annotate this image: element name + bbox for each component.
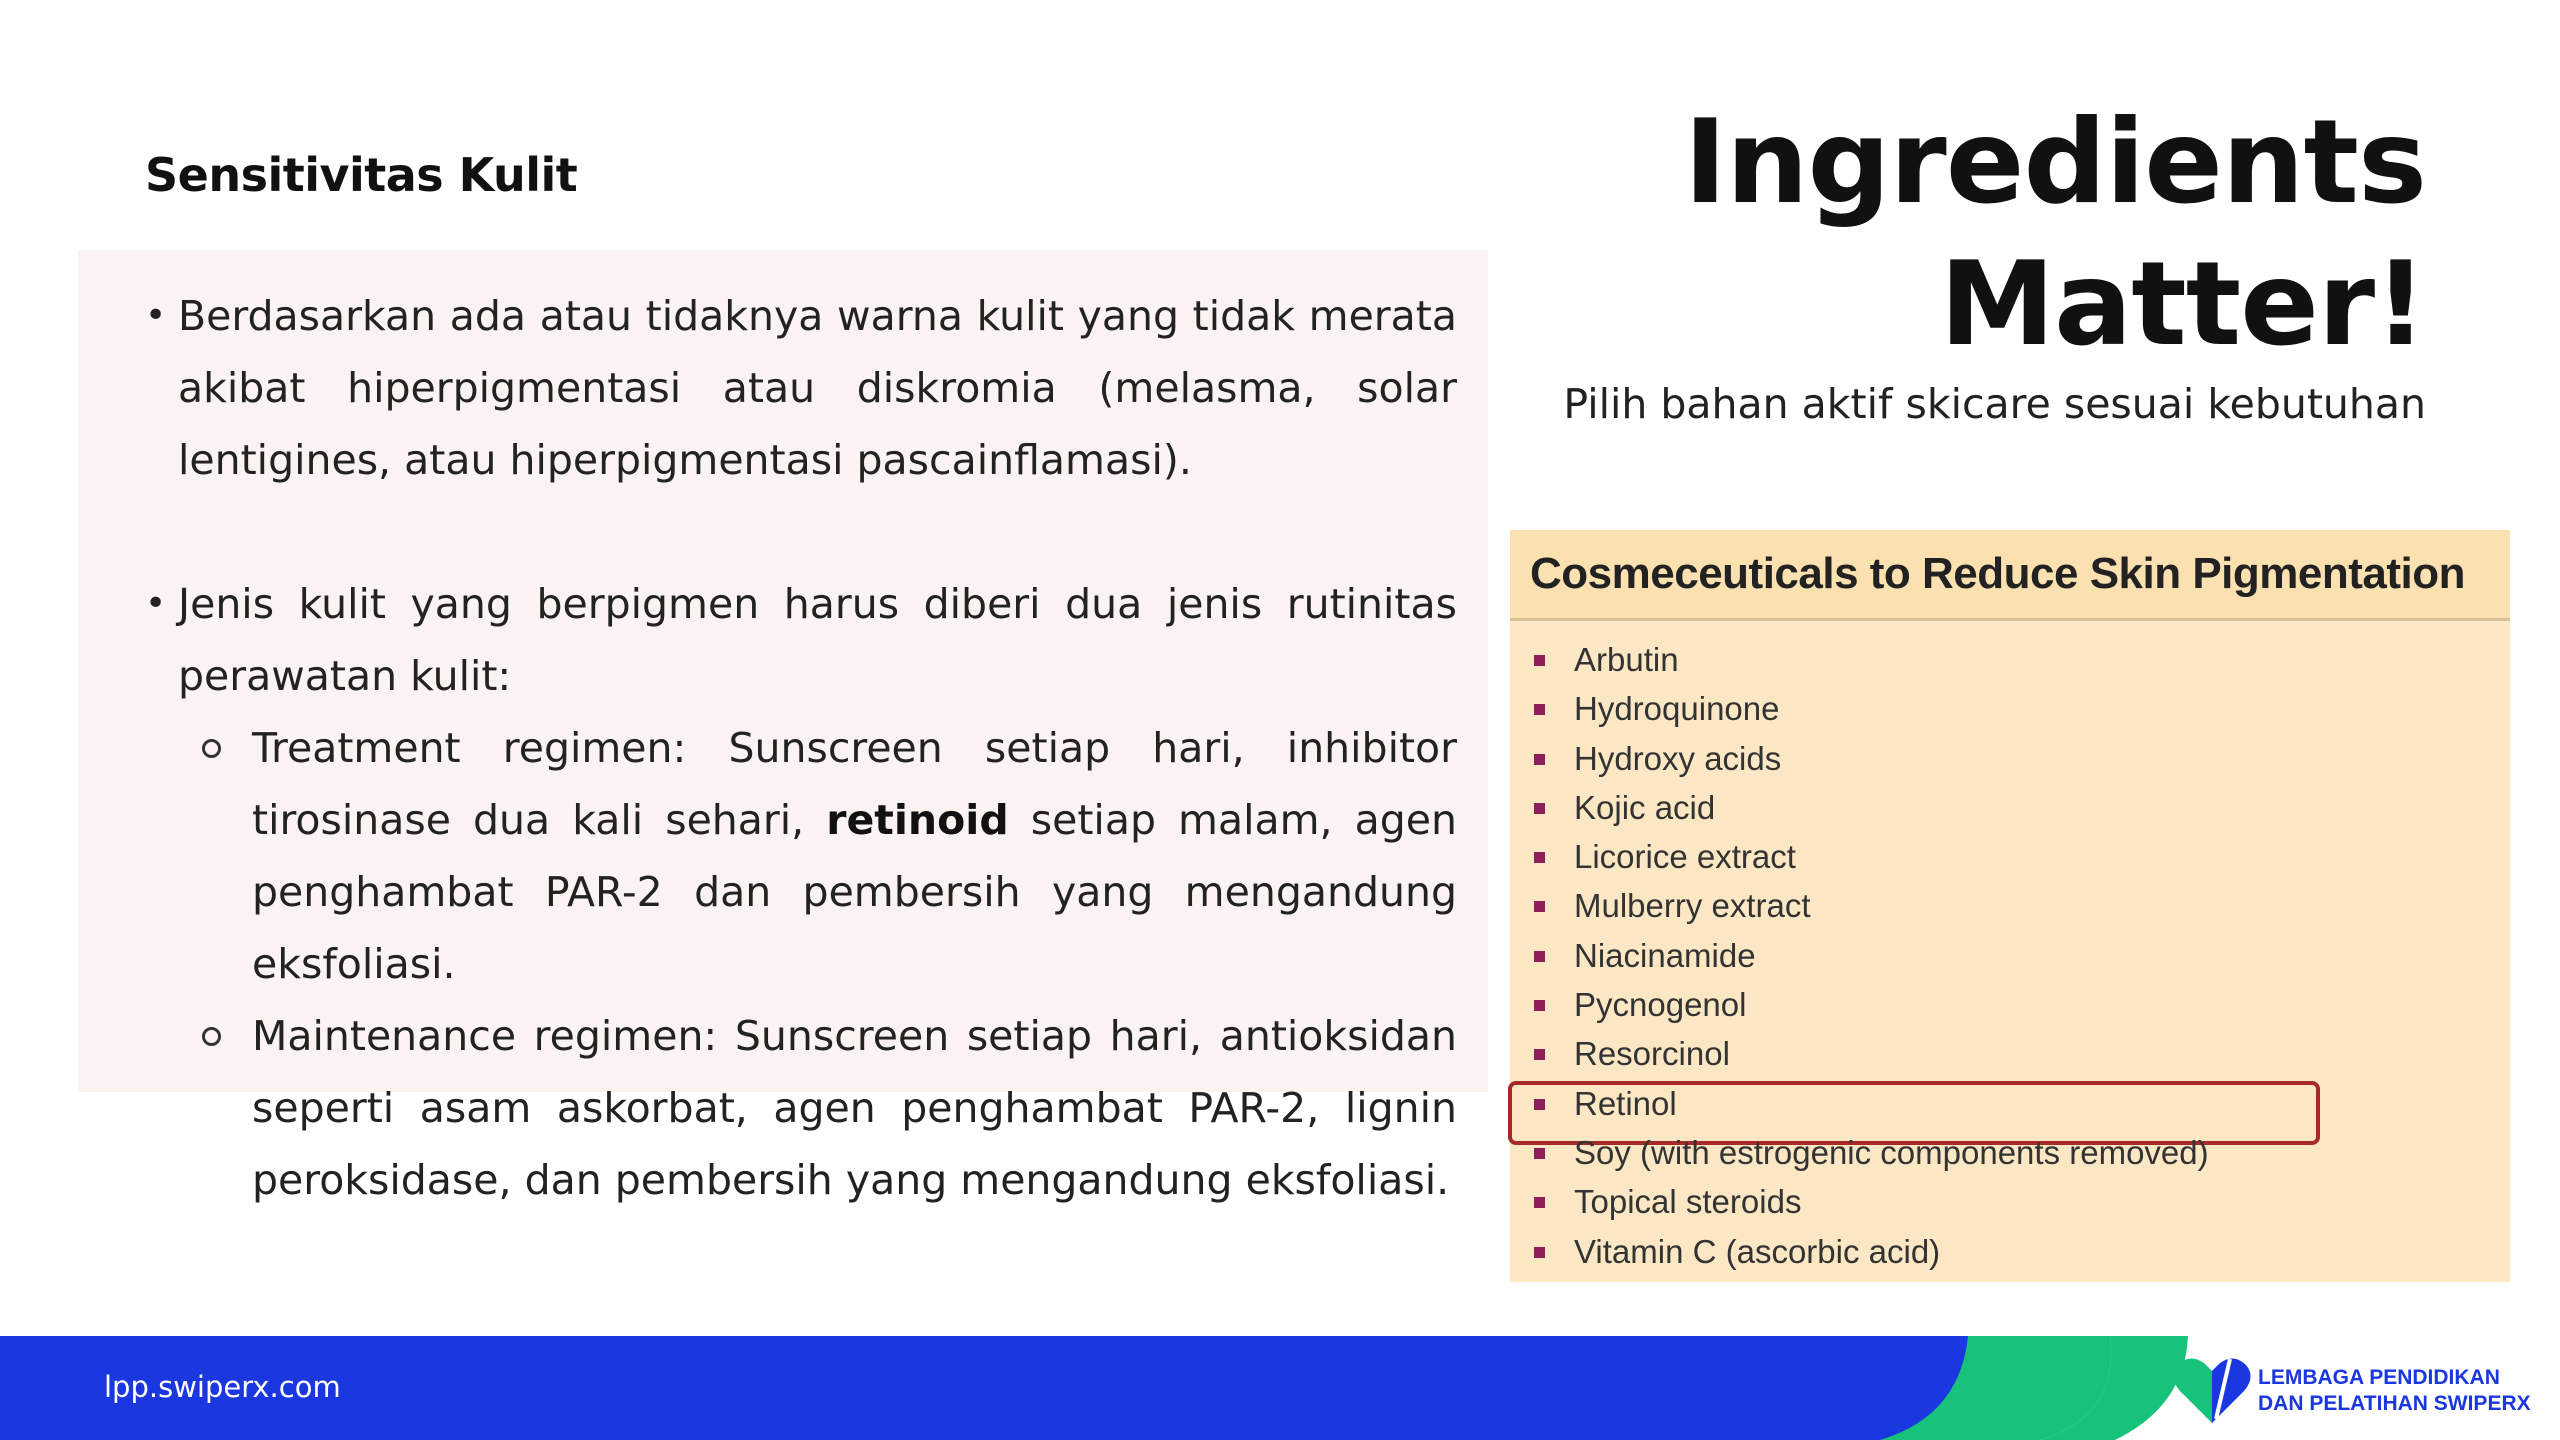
square-bullet-icon	[1534, 1000, 1545, 1011]
ingredient-item	[1510, 1227, 2510, 1276]
ingredient-item	[1510, 1029, 2510, 1078]
ingredient-item	[1510, 635, 2510, 684]
square-bullet-icon	[1534, 704, 1545, 715]
square-bullet-icon	[1534, 852, 1545, 863]
ingredient-label: Soy (with estrogenic components removed)	[1574, 1133, 2209, 1171]
ingredient-label: Arbutin	[1574, 641, 1679, 678]
bullet-text: • Berdasarkan ada atau tidaknya warna kulit yang tidak merata akibat hiperpigmentasi atau diskromia (melasma, solar lentigines, atau hiperpigmentasi pascainflamasi).	[178, 292, 1457, 484]
section-heading: Sensitivitas Kulit	[145, 148, 578, 202]
title-line-1: Ingredients	[1683, 95, 2426, 230]
ingredient-label: Licorice extract	[1574, 838, 1796, 876]
maintenance-regimen-item	[145, 1000, 1457, 1216]
square-bullet-icon	[1534, 803, 1545, 814]
ingredient-label: Mulberry extract	[1574, 887, 1811, 925]
square-bullet-icon	[1534, 901, 1545, 912]
ingredient-label: Vitamin C (ascorbic acid)	[1574, 1232, 1941, 1270]
organization-name	[2258, 1365, 2531, 1417]
treatment-regimen-item	[145, 712, 1457, 1000]
ingredient-label: Pycnogenol	[1574, 986, 1747, 1024]
content-text	[145, 280, 1457, 1216]
ingredient-item	[1510, 684, 2510, 733]
retinoid-emphasis: retinoid	[826, 796, 1009, 844]
ingredient-item	[1510, 1128, 2510, 1177]
website-link[interactable]: lpp.swiperx.com	[104, 1370, 341, 1404]
treatment-text-end: setiap malam, agen penghambat PAR-2 dan pembersih yang mengandung eksfoliasi.	[252, 796, 1458, 988]
ingredient-label: Niacinamide	[1574, 936, 1756, 974]
ingredient-label: Resorcinol	[1574, 1035, 1730, 1073]
bullet-pigmented-skin	[145, 568, 1457, 712]
square-bullet-icon	[1534, 754, 1545, 765]
ingredient-item	[1510, 980, 2510, 1029]
title-line-2: Matter!	[1939, 237, 2426, 372]
logo-line-1: LEMBAGA PENDIDIKAN	[2258, 1366, 2500, 1389]
square-bullet-icon	[1534, 1197, 1545, 1208]
ingredient-item	[1510, 734, 2510, 783]
slide-title	[1684, 92, 2426, 376]
ingredient-label: Hydroquinone	[1574, 690, 1780, 728]
ingredient-item	[1510, 832, 2510, 881]
ingredient-label: Kojic acid	[1574, 788, 1716, 826]
ingredient-item	[1510, 1177, 2510, 1226]
ingredient-label: Hydroxy acids	[1574, 739, 1782, 777]
cosmeceuticals-table	[1510, 530, 2510, 1282]
ingredient-item	[1510, 783, 2510, 832]
ingredient-item	[1510, 881, 2510, 930]
ingredient-label: Retinol	[1574, 1084, 1677, 1122]
square-bullet-icon	[1534, 1049, 1545, 1060]
square-bullet-icon	[1534, 951, 1545, 962]
square-bullet-icon	[1534, 1148, 1545, 1159]
ingredient-item	[1510, 931, 2510, 980]
treatment-text-start: Treatment regimen: Sunscreen setiap hari, inhibitor tirosinase dua kali sehari,	[252, 724, 1457, 844]
ingredient-label: Topical steroids	[1574, 1183, 1802, 1221]
cosmeceuticals-table-title: Cosmeceuticals to Reduce Skin Pigmentation	[1510, 530, 2510, 621]
maintenance-text: Maintenance regimen: Sunscreen setiap hari, antioksidan seperti asam askorbat, agen penghambat PAR-2, lignin peroksidase, dan pembersih yang mengandung eksfoliasi.	[252, 1012, 1457, 1204]
bullet-skin-tone	[145, 280, 1457, 496]
ingredient-list	[1510, 621, 2510, 1276]
tagline: Pilih bahan aktif skicare sesuai kebutuhan	[1563, 380, 2426, 428]
square-bullet-icon	[1534, 655, 1545, 666]
heart-logo-icon	[2172, 1353, 2252, 1425]
logo-line-2: DAN PELATIHAN SWIPERX	[2258, 1392, 2531, 1415]
square-bullet-icon	[1534, 1099, 1545, 1110]
square-bullet-icon	[1534, 1247, 1545, 1258]
ingredient-item-highlighted	[1510, 1079, 2510, 1128]
bullet-text: • Jenis kulit yang berpigmen harus diberi dua jenis rutinitas perawatan kulit:	[178, 580, 1457, 700]
regimen-list	[145, 712, 1457, 1216]
